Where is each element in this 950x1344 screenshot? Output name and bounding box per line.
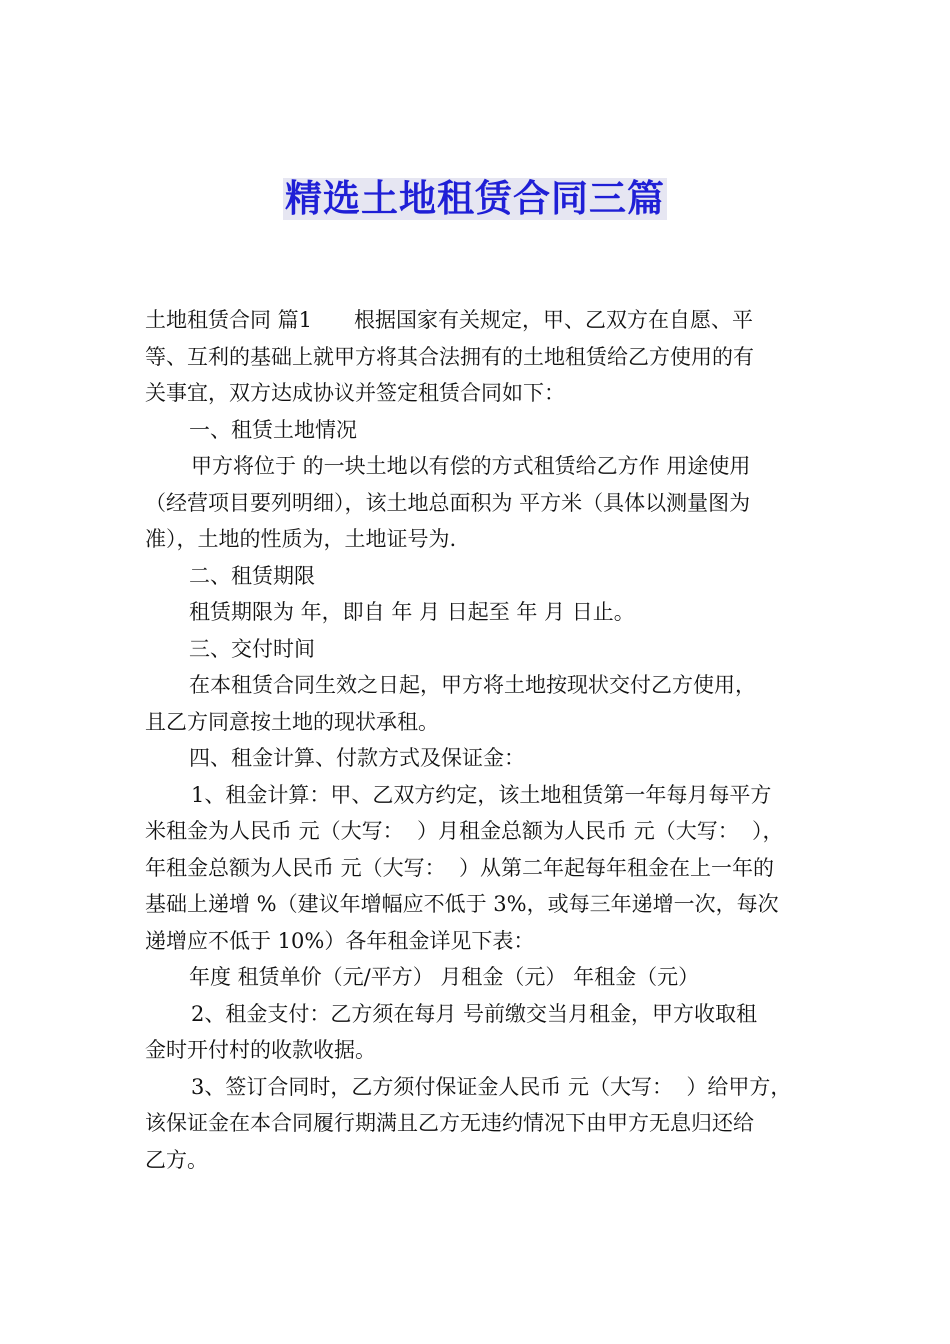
body-line: 该保证金在本合同履行期满且乙方无违约情况下由甲方无息归还给 [145, 1111, 754, 1135]
body-line: 1、租金计算：甲、乙双方约定，该土地租赁第一年每月每平方 [191, 782, 772, 807]
body-line: 米租金为人民币 元（大写： ）月租金总额为人民币 元（大写： ）， [145, 819, 784, 843]
body-line: 2、租金支付：乙方须在每月 号前缴交当月租金，甲方收取租 [191, 1001, 758, 1026]
body-line: 在本租赁合同生效之日起，甲方将土地按现状交付乙方使用， [189, 673, 756, 697]
body-line: 甲方将位于 的一块土地以有偿的方式租赁给乙方作 用途使用 [191, 454, 751, 478]
title-block [0, 178, 950, 220]
page-title: 精选土地租赁合同三篇 [285, 177, 665, 220]
body-line: 3、签订合同时，乙方须付保证金人民币 元（大写： ）给甲方， [191, 1074, 792, 1099]
body-line: 年租金总额为人民币 元（大写： ）从第二年起每年租金在上一年的 [145, 855, 775, 880]
body-line: 关事宜，双方达成协议并签定租赁合同如下： [145, 381, 565, 405]
body-line: 租赁期限为 年，即自 年 月 日起至 年 月 日止。 [189, 600, 635, 624]
body-line: 且乙方同意按土地的现状承租。 [145, 709, 439, 734]
body-line: 准），土地的性质为，土地证号为. [145, 527, 457, 551]
section-heading: 一、租赁土地情况 [189, 417, 357, 442]
section-heading: 三、交付时间 [189, 636, 315, 661]
body-line: 递增应不低于 10%）各年租金详见下表： [145, 928, 535, 953]
table-header-line: 年度 租赁单价（元/平方） 月租金（元） 年租金（元） [189, 965, 700, 989]
section-heading: 四、租金计算、付款方式及保证金： [189, 746, 525, 770]
body-line: 等、互利的基础上就甲方将其合法拥有的土地租赁给乙方使用的有 [145, 344, 754, 369]
body-line: 金时开付村的收款收据。 [145, 1038, 376, 1062]
body-line: 土地租赁合同 篇1 根据国家有关规定，甲、乙双方在自愿、平 [145, 308, 754, 332]
contract-body [145, 302, 815, 1178]
body-line: 乙方。 [145, 1147, 208, 1172]
body-line: 基础上递增 %（建议年增幅应不低于 3%，或每三年递增一次，每次 [145, 892, 779, 916]
section-heading: 二、租赁期限 [189, 563, 315, 588]
body-line: （经营项目要列明细），该土地总面积为 平方米（具体以测量图为 [145, 490, 751, 515]
